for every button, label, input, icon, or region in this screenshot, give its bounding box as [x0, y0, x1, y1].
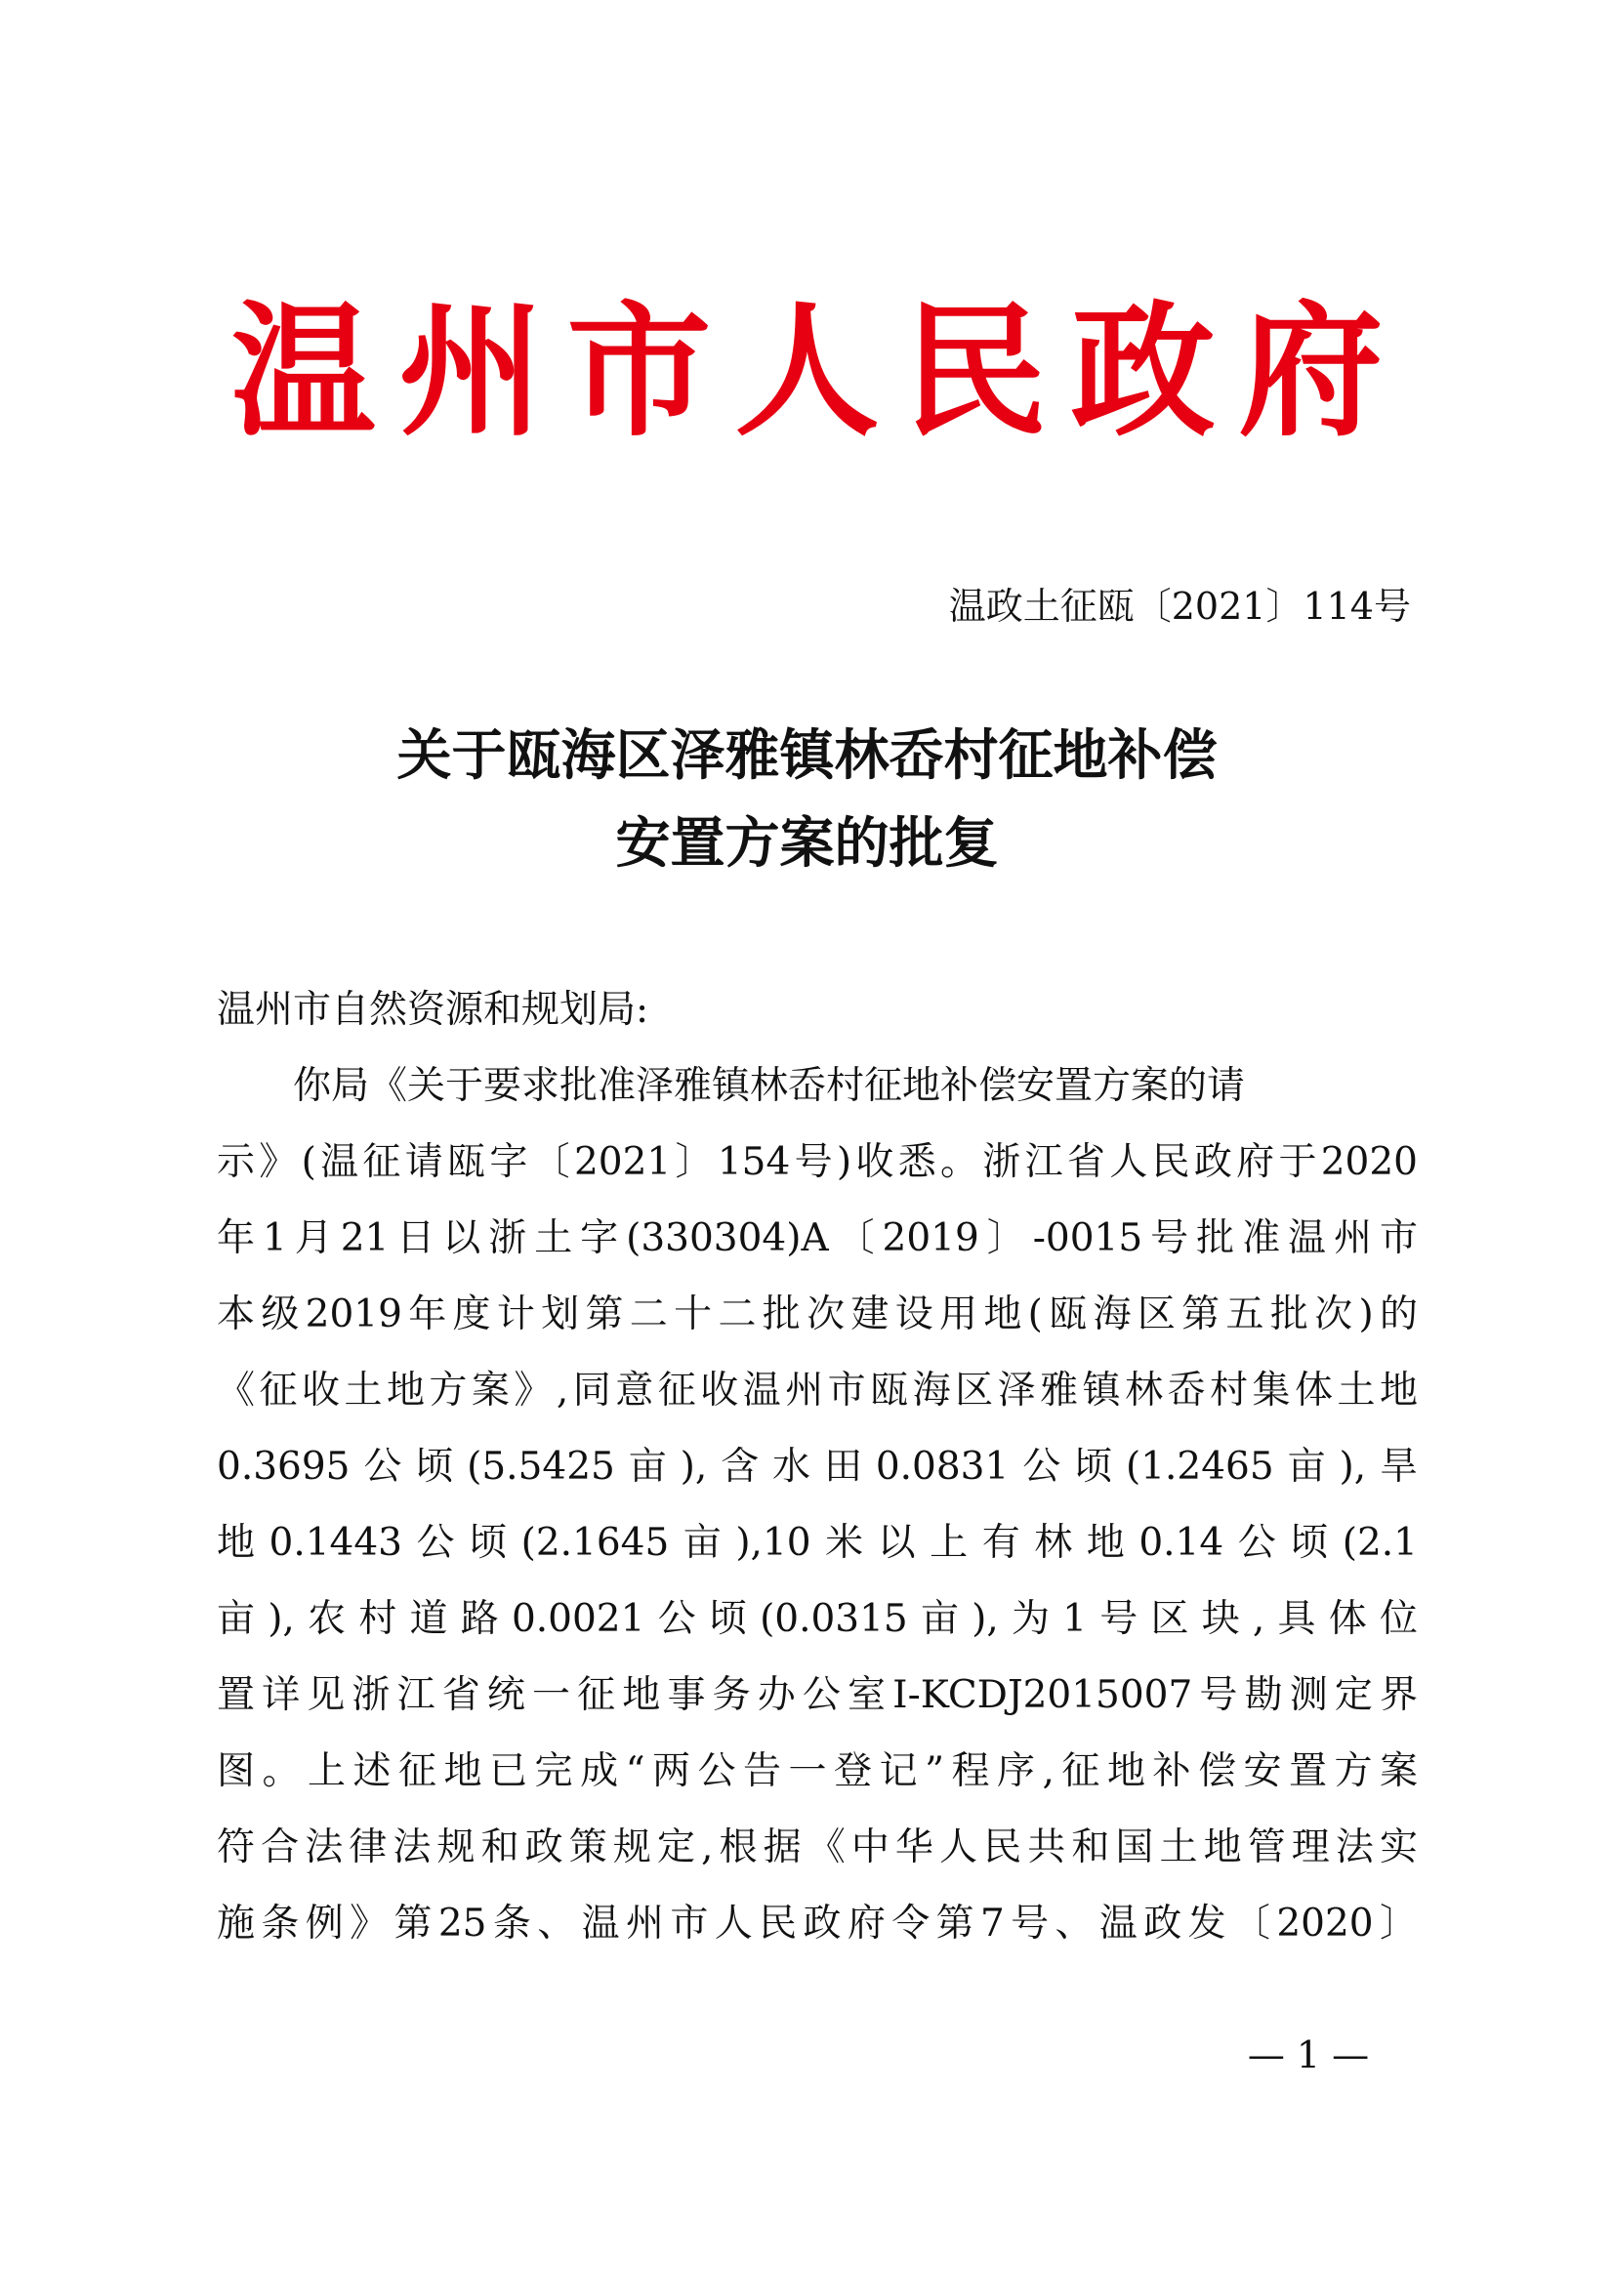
body-line: 地0.1443公顷(2.1645亩),10米以上有林地0.14公顷(2.1	[217, 1521, 1418, 1565]
body-line: 0.3695公顷(5.5425亩),含水田0.0831公顷(1.2465亩),旱	[217, 1445, 1418, 1489]
title-line-1: 关于瓯海区泽雅镇林岙村征地补偿	[396, 724, 1218, 788]
document-body	[217, 972, 1418, 1962]
body-line: 年1月21日以浙土字(330304)A〔2019〕-0015号批准温州市	[217, 1216, 1418, 1260]
body-line: 图。上述征地已完成“两公告一登记”程序,征地补偿安置方案	[217, 1749, 1418, 1793]
page-number: — 1 —	[1247, 2033, 1370, 2076]
body-line: 本级2019年度计划第二十二批次建设用地(瓯海区第五批次)的	[217, 1292, 1418, 1336]
document-number: 温政土征瓯〔2021〕114号	[948, 585, 1411, 628]
masthead-issuer: 温州市人民政府	[230, 286, 1407, 456]
body-line: 亩),农村道路0.0021公顷(0.0315亩),为1号区块,具体位	[217, 1597, 1418, 1641]
body-line: 示》(温征请瓯字〔2021〕154号)收悉。浙江省人民政府于2020	[217, 1140, 1418, 1184]
body-line: 你局《关于要求批准泽雅镇林岙村征地补偿安置方案的请	[217, 1064, 1246, 1108]
title-line-2: 安置方案的批复	[615, 812, 999, 876]
body-line: 置详见浙江省统一征地事务办公室I-KCDJ2015007号勘测定界	[217, 1673, 1418, 1717]
body-line: 施条例》第25条、温州市人民政府令第7号、温政发〔2020〕	[217, 1902, 1418, 1946]
body-line: 《征收土地方案》,同意征收温州市瓯海区泽雅镇林岙村集体土地	[217, 1369, 1418, 1413]
addressee-line: 温州市自然资源和规划局:	[217, 988, 649, 1032]
document-title	[0, 713, 1614, 888]
body-line: 符合法律法规和政策规定,根据《中华人民共和国土地管理法实	[217, 1825, 1418, 1869]
